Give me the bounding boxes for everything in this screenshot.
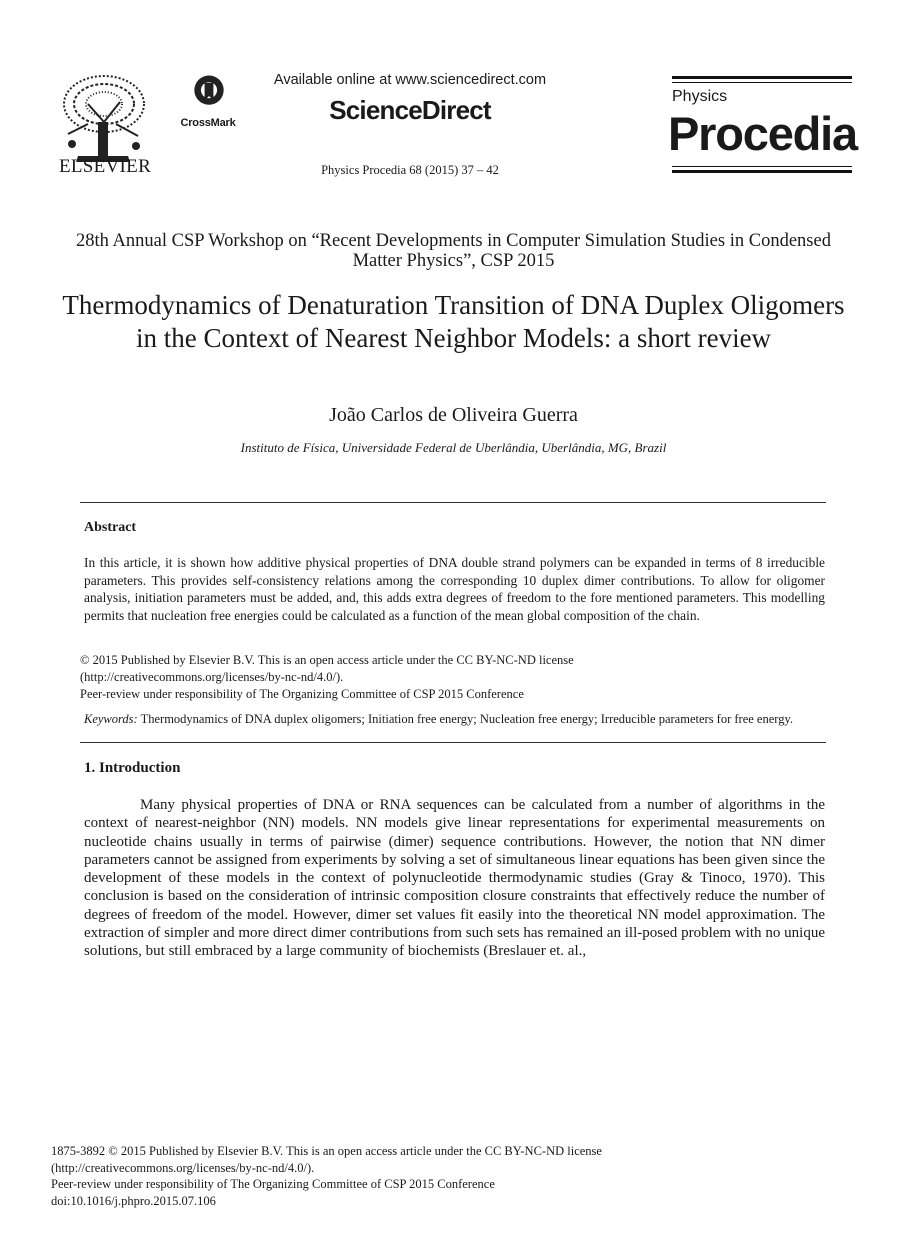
journal-rule-top-1 [672, 76, 852, 79]
conference-name: 28th Annual CSP Workshop on “Recent Developments in Computer Simulation Studies in Condensed Matter Physics”, CSP 2015 [76, 231, 831, 271]
publisher-name: ELSEVIER [58, 156, 152, 177]
abstract-heading: Abstract [84, 520, 137, 535]
keywords-label: Keywords: [84, 712, 138, 726]
journal-citation: Physics Procedia 68 (2015) 37 – 42 [321, 163, 499, 177]
keywords-text: Thermodynamics of DNA duplex oligomers; Initiation free energy; Nucleation free energy; Irreducible parameters for free energy. [140, 712, 794, 726]
divider-top [80, 502, 826, 503]
section-heading-introduction: 1. Introduction [84, 760, 181, 776]
keywords [84, 712, 825, 727]
footer-doi[interactable]: doi:10.1016/j.phpro.2015.07.106 [51, 1193, 216, 1208]
author-affiliation: Instituto de Física, Universidade Federal de Uberlândia, Uberlândia, MG, Brazil [240, 440, 667, 455]
sciencedirect-wordmark[interactable]: ScienceDirect [329, 95, 491, 125]
divider-bottom [80, 742, 826, 743]
author-name: João Carlos de Oliveira Guerra [329, 404, 578, 426]
available-online-text: Available online at www.sciencedirect.com [273, 72, 547, 88]
footer-peer-review: Peer-review under responsibility of The Organizing Committee of CSP 2015 Conference [51, 1177, 495, 1192]
introduction-paragraph: Many physical properties of DNA or RNA sequences can be calculated from a number of algorithms in the context of nearest-neighbor (NN) models. NN models give linear representations for experimental measurements on nucleotide chains usually in terms of pairwise (dimer) sequence contributions. However, the notion that NN dimer parameters cannot be assigned from experiments by solving a set of simultaneous linear equations has been given since the development of these models in the context of polynucleotide thermodynamic studies (Gray & Tinoco, 1970). This conclusion is based on the consideration of intrinsic composition closure constraints that effectively reduce the number of degrees of freedom of the model. However, dimer set values fit easily into the theoretical NN model approximation. The extraction of simpler and more direct dimer contributions from such sets has remained an ill-posed problem with no unique solutions, but still embraced by a large community of biochemists (Breslauer et. al., [84, 797, 825, 960]
copyright-line: © 2015 Published by Elsevier B.V. This is an open access article under the CC BY-NC-ND license [80, 653, 574, 667]
footer-license-link[interactable]: (http://creativecommons.org/licenses/by-nc-nd/4.0/). [51, 1160, 315, 1175]
crossmark-label: CrossMark [180, 117, 236, 129]
introduction-body [84, 796, 825, 961]
copyright-notice [80, 652, 826, 703]
crossmark-icon[interactable] [180, 74, 238, 118]
journal-rule-top-2 [672, 82, 852, 83]
footer-issn-license: 1875-3892 © 2015 Published by Elsevier B.V. This is an open access article under the CC BY-NC-ND license [51, 1144, 602, 1158]
journal-name-small: Physics [672, 88, 728, 105]
abstract-body: In this article, it is shown how additive physical properties of DNA double strand polymers can be expanded in terms of 8 irreducible parameters. This provides self-consistency relations among the corresponding 10 duplex dimer contributions. To allow for oligomer analysis, initiation parameters must be added, and, this adds extra degrees of freedom to the fore mentioned parameters. This modelling permits that nucleation free energies could be calculated as a function of the mean global composition of the chain. [84, 555, 825, 623]
journal-rule-bottom-1 [672, 166, 852, 167]
paper-title: Thermodynamics of Denaturation Transition of DNA Duplex Oligomers in the Context of Nearest Neighbor Models: a short review [62, 290, 845, 353]
journal-name-large: Procedia [668, 107, 857, 160]
peer-review-note: Peer-review under responsibility of The Organizing Committee of CSP 2015 Conference [80, 687, 524, 701]
journal-rule-bottom-2 [672, 170, 852, 173]
license-link[interactable]: (http://creativecommons.org/licenses/by-nc-nd/4.0/). [80, 670, 344, 684]
footer [51, 1143, 851, 1209]
